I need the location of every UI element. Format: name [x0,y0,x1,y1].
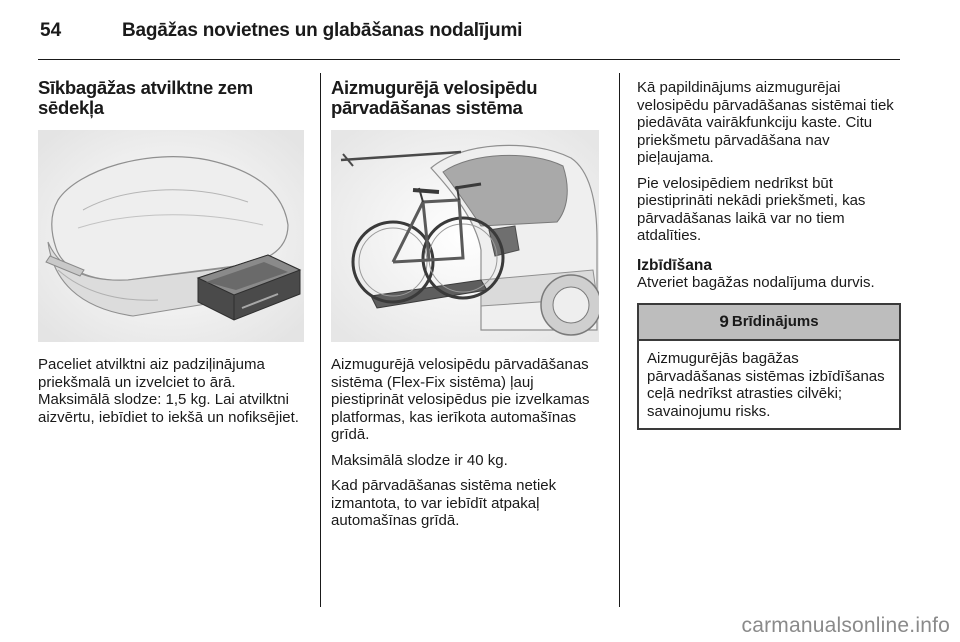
warning-triangle-icon: 9 [719,312,729,332]
bicycle-carrier-text-1: Aizmugurējā velosipēdu pārvadāšanas sistēma (Flex-Fix sistēma) ļauj piestiprināt velosipēdus pie izvelkamas platformas, kas ierīkota automašīnas grīdā. [331,356,590,443]
extend-instruction-text: Atveriet bagāžas nodalījuma durvis. [637,273,875,291]
warning-title: Brīdinājums [731,313,819,331]
seat-drawer-text: Paceliet atvilktni aiz padziļinājuma priekšmalā un izvelciet to ārā. Maksimālā slodze: 1,5 kg. Lai atvilktni aizvērtu, iebīdiet to iekšā un nofiksējiet. [38,356,299,426]
column-seat-drawer [38,73,308,426]
carrier-note-text-2: Pie velosipēdiem nedrīkst būt piestiprināti nekādi priekšmeti, kas pārvadāšanas laikā var no tiem atdalīties. [637,174,866,244]
warning-header [639,305,899,341]
section-subheading-extend: Izbīdīšana [637,256,712,274]
page-title: Bagāžas novietnes un glabāšanas nodalījumi [122,20,523,41]
header-divider [38,59,900,60]
bicycle-carrier-text-3: Kad pārvadāšanas sistēma netiek izmantota, to var iebīdīt atpakaļ automašīnas grīdā. [331,477,557,529]
column-carrier-notes [637,73,902,430]
watermark: carmanualsonline.info [741,614,950,637]
warning-box [637,303,901,430]
column-bicycle-carrier [331,73,606,530]
section-heading-bicycle-carrier: Aizmugurējā velosipēdu pārvadāšanas sistēma [331,77,538,118]
column-divider-1 [320,73,321,607]
carrier-note-text-1: Kā papildinājums aizmugurējai velosipēdu pārvadāšanas sistēmai tiek piedāvāta vairākfunkciju kaste. Citu priekšmetu pārvadāšana nav pieļaujama. [637,79,894,166]
bicycle-carrier-illustration [331,130,599,342]
bicycle-carrier-text-2: Maksimālā slodze ir 40 kg. [331,451,508,469]
column-divider-2 [619,73,620,607]
page-number: 54 [40,20,62,41]
warning-text: Aizmugurējās bagāžas pārvadāšanas sistēmas izbīdīšanas ceļā nedrīkst atrasties cilvēki; savainojumu risks. [647,350,885,420]
section-heading-seat-drawer: Sīkbagāžas atvilktne zem sēdekļa [38,77,253,118]
seat-drawer-illustration [38,130,304,342]
page-header [0,0,960,60]
